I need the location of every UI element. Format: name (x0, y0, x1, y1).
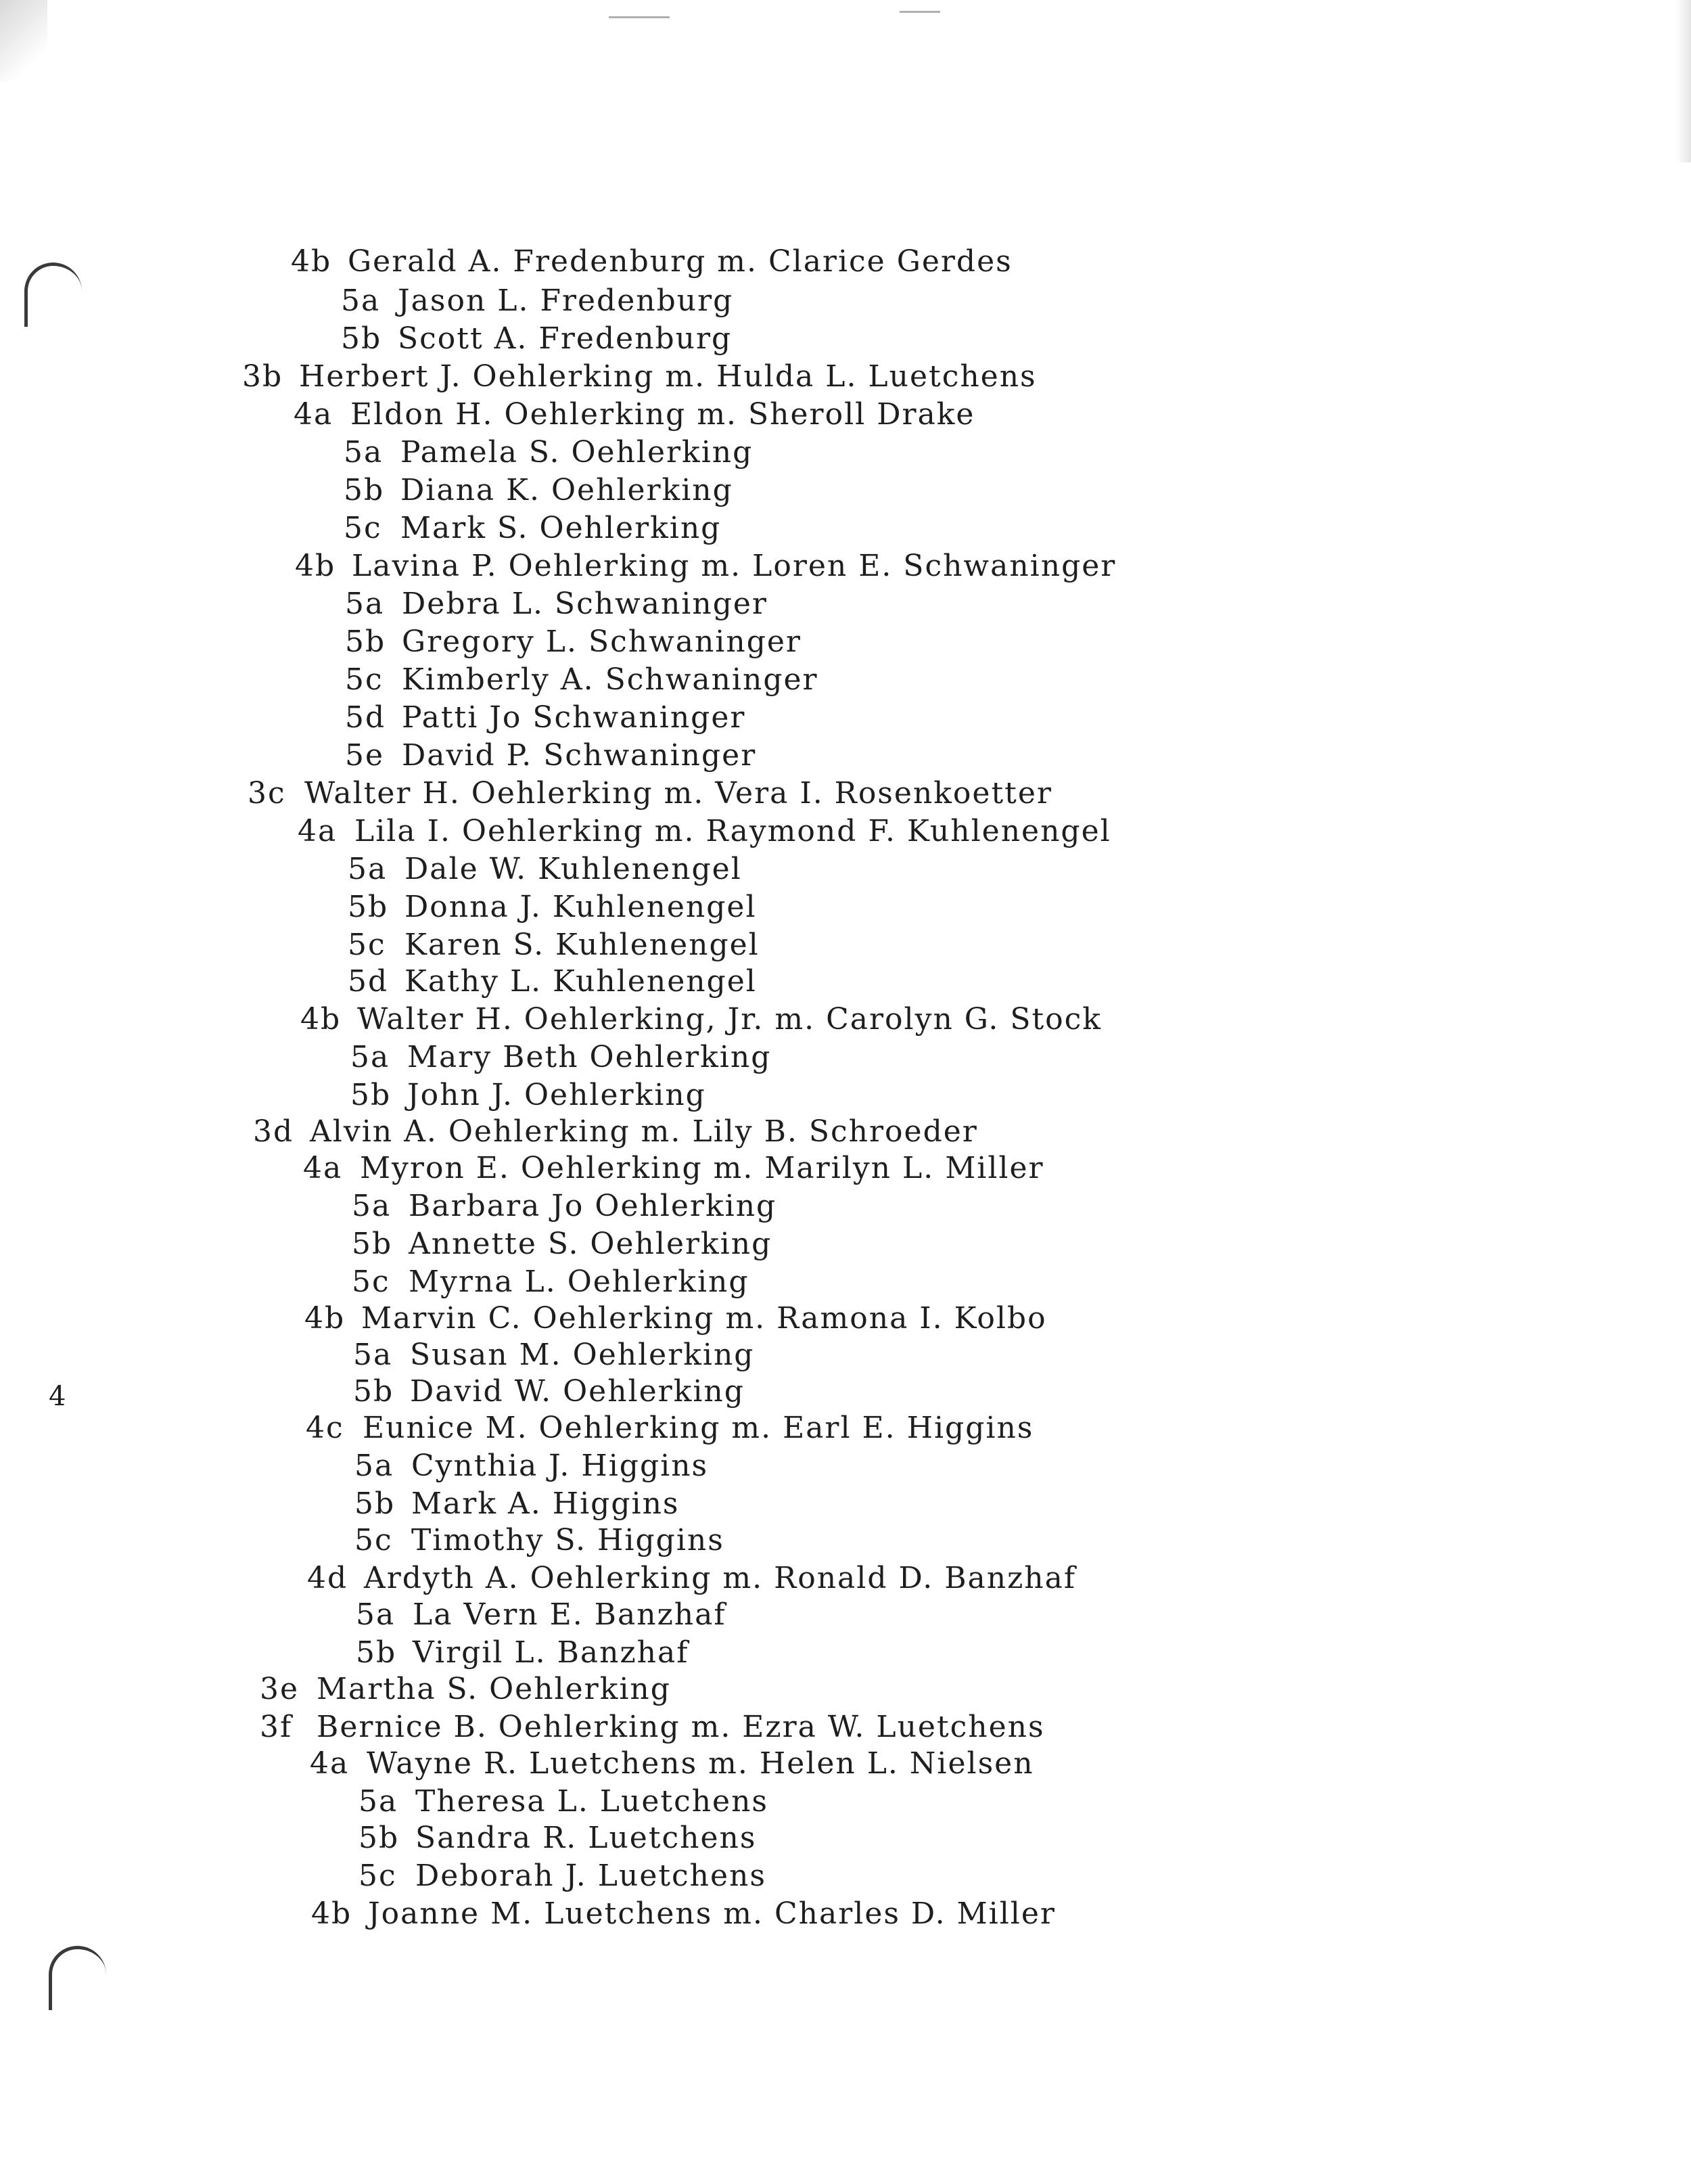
entry-text: Ardyth A. Oehlerking m. Ronald D. Banzhaf (364, 1561, 1077, 1595)
genealogy-entry (298, 813, 1111, 850)
genealogy-entry (260, 1709, 1045, 1746)
genealogy-entry (311, 1896, 1056, 1932)
entry-text: Alvin A. Oehlerking m. Lily B. Schroeder (310, 1114, 978, 1149)
entry-text: John J. Oehlerking (407, 1078, 706, 1112)
genealogy-entry (345, 624, 802, 660)
entry-text: Deborah J. Luetchens (415, 1859, 766, 1893)
genealogy-entry (260, 1671, 671, 1708)
generation-code: 4c (306, 1411, 344, 1445)
entry-text: Myron E. Oehlerking m. Marilyn L. Miller (360, 1151, 1044, 1185)
genealogy-entry (300, 1001, 1102, 1038)
generation-code: 5b (352, 1227, 393, 1261)
generation-code: 4b (304, 1301, 346, 1336)
generation-code: 3f (260, 1710, 293, 1744)
genealogy-entry (358, 1858, 766, 1894)
entry-text: Donna J. Kuhlenengel (404, 890, 757, 924)
generation-code: 5b (353, 1374, 394, 1409)
generation-code: 4b (295, 549, 336, 583)
entry-text: Gerald A. Fredenburg m. Clarice Gerdes (348, 244, 1013, 279)
entry-text: Annette S. Oehlerking (409, 1227, 772, 1261)
generation-code: 5a (358, 1784, 398, 1819)
generation-code: 4a (310, 1746, 350, 1781)
entry-text: Diana K. Oehlerking (400, 473, 733, 507)
genealogy-entry (253, 1114, 978, 1150)
entry-text: Timothy S. Higgins (411, 1523, 724, 1557)
scan-mark (900, 11, 940, 13)
generation-code: 5b (354, 1486, 396, 1521)
generation-code: 5c (358, 1859, 397, 1893)
scan-corner-shadow (0, 0, 47, 81)
genealogy-entry (291, 244, 1013, 280)
generation-code: 5e (345, 738, 385, 773)
generation-code: 5c (344, 511, 382, 545)
genealogy-entry (356, 1597, 726, 1633)
genealogy-entry (352, 1226, 772, 1262)
entry-text: La Vern E. Banzhaf (413, 1597, 726, 1632)
genealogy-entry (356, 1635, 689, 1671)
generation-code: 4a (298, 814, 338, 848)
entry-text: Mark S. Oehlerking (400, 511, 722, 545)
entry-text: Patti Jo Schwaninger (402, 700, 746, 735)
entry-text: Lavina P. Oehlerking m. Loren E. Schwaninger (352, 549, 1117, 583)
genealogy-entry (344, 434, 753, 471)
generation-code: 4b (291, 244, 332, 279)
entry-text: Karen S. Kuhlenengel (404, 928, 760, 962)
entry-text: Gregory L. Schwaninger (402, 624, 802, 659)
entry-text: Virgil L. Banzhaf (413, 1635, 689, 1670)
genealogy-entry (341, 283, 733, 319)
genealogy-entry (354, 1522, 724, 1559)
entry-text: Myrna L. Oehlerking (409, 1265, 749, 1299)
entry-text: Lila I. Oehlerking m. Raymond F. Kuhlenengel (354, 814, 1111, 848)
entry-text: Scott A. Fredenburg (398, 321, 733, 356)
entry-text: David P. Schwaninger (402, 738, 757, 773)
entry-text: Mary Beth Oehlerking (407, 1040, 772, 1074)
genealogy-entry (242, 359, 1037, 395)
entry-text: Joanne M. Luetchens m. Charles D. Miller (368, 1896, 1056, 1931)
generation-code: 5b (345, 624, 386, 659)
generation-code: 5a (348, 852, 388, 886)
generation-code: 5a (352, 1189, 392, 1223)
genealogy-entry (248, 775, 1052, 812)
entry-text: Walter H. Oehlerking m. Vera I. Rosenkoetter (304, 776, 1052, 811)
genealogy-entry (345, 737, 756, 774)
entry-text: Wayne R. Luetchens m. Helen L. Nielsen (367, 1746, 1034, 1781)
generation-code: 5a (344, 435, 384, 470)
generation-code: 5a (341, 283, 381, 318)
genealogy-entry (345, 662, 818, 698)
punch-hole-bottom (49, 1946, 106, 2010)
entry-text: Eldon H. Oehlerking m. Sheroll Drake (350, 397, 975, 432)
entry-text: Kimberly A. Schwaninger (402, 662, 818, 697)
entry-text: Susan M. Oehlerking (410, 1338, 755, 1372)
generation-code: 5b (348, 890, 389, 924)
entry-text: Martha S. Oehlerking (317, 1672, 671, 1706)
generation-code: 5c (354, 1523, 393, 1557)
genealogy-entry (345, 586, 768, 622)
generation-code: 5b (341, 321, 382, 356)
genealogy-entry (344, 510, 721, 547)
genealogy-entry (344, 472, 733, 509)
generation-code: 5b (358, 1821, 400, 1855)
genealogy-entry (341, 321, 732, 357)
entry-text: Debra L. Schwaninger (402, 587, 768, 621)
genealogy-entry (348, 927, 760, 963)
generation-code: 3d (253, 1114, 294, 1149)
generation-code: 4d (307, 1561, 348, 1595)
generation-code: 5a (353, 1338, 393, 1372)
generation-code: 3b (242, 359, 283, 394)
generation-code: 4a (294, 397, 333, 432)
entry-text: Walter H. Oehlerking, Jr. m. Carolyn G. Stock (357, 1002, 1102, 1037)
entry-text: Herbert J. Oehlerking m. Hulda L. Luetchens (299, 359, 1037, 394)
entry-text: Pamela S. Oehlerking (400, 435, 754, 470)
genealogy-entry (358, 1820, 756, 1857)
genealogy-entry (350, 1039, 771, 1076)
generation-code: 5d (345, 700, 386, 735)
generation-code: 3c (248, 776, 286, 811)
genealogy-entry (354, 1486, 679, 1522)
genealogy-entry (348, 889, 757, 926)
punch-hole-top (24, 263, 82, 327)
generation-code: 4b (300, 1002, 342, 1037)
generation-code: 4b (311, 1896, 352, 1931)
genealogy-entry (353, 1373, 745, 1410)
genealogy-entry (303, 1150, 1044, 1187)
generation-code: 5a (356, 1597, 396, 1632)
entry-text: Dale W. Kuhlenengel (404, 852, 742, 886)
entry-text: Bernice B. Oehlerking m. Ezra W. Luetchens (317, 1710, 1045, 1744)
generation-code: 5a (354, 1449, 394, 1483)
genealogy-entry (348, 851, 742, 888)
generation-code: 5b (344, 473, 385, 507)
generation-code: 5b (350, 1078, 392, 1112)
generation-code: 5d (348, 964, 389, 999)
entry-text: Barbara Jo Oehlerking (409, 1189, 777, 1223)
genealogy-entry (352, 1264, 749, 1300)
genealogy-entry (345, 700, 745, 736)
genealogy-entry (310, 1746, 1034, 1782)
entry-text: David W. Oehlerking (410, 1374, 745, 1409)
entry-text: Sandra R. Luetchens (415, 1821, 757, 1855)
scan-edge-shadow (1676, 0, 1691, 162)
genealogy-entry (294, 396, 975, 433)
genealogy-entry (348, 963, 757, 1000)
generation-code: 5a (350, 1040, 390, 1074)
genealogy-entry (358, 1783, 768, 1820)
generation-code: 4a (303, 1151, 343, 1185)
entry-text: Theresa L. Luetchens (415, 1784, 769, 1819)
genealogy-entry (306, 1410, 1034, 1447)
genealogy-entry (307, 1560, 1076, 1597)
entry-text: Cynthia J. Higgins (411, 1449, 709, 1483)
genealogy-entry (350, 1077, 706, 1114)
generation-code: 5a (345, 587, 385, 621)
entry-text: Eunice M. Oehlerking m. Earl E. Higgins (363, 1411, 1034, 1445)
scan-mark (609, 16, 670, 18)
generation-code: 5b (356, 1635, 397, 1670)
generation-code: 5c (352, 1265, 390, 1299)
entry-text: Jason L. Fredenburg (398, 283, 734, 318)
page-number: 4 (49, 1381, 66, 1412)
entry-text: Mark A. Higgins (411, 1486, 680, 1521)
generation-code: 5c (345, 662, 384, 697)
entry-text: Kathy L. Kuhlenengel (404, 964, 757, 999)
genealogy-entry (353, 1337, 754, 1373)
genealogy-entry (352, 1188, 777, 1225)
entry-text: Marvin C. Oehlerking m. Ramona I. Kolbo (361, 1301, 1047, 1336)
genealogy-entry (304, 1300, 1047, 1337)
genealogy-entry (354, 1448, 708, 1484)
generation-code: 5c (348, 928, 386, 962)
genealogy-entry (295, 548, 1116, 585)
generation-code: 3e (260, 1672, 300, 1706)
